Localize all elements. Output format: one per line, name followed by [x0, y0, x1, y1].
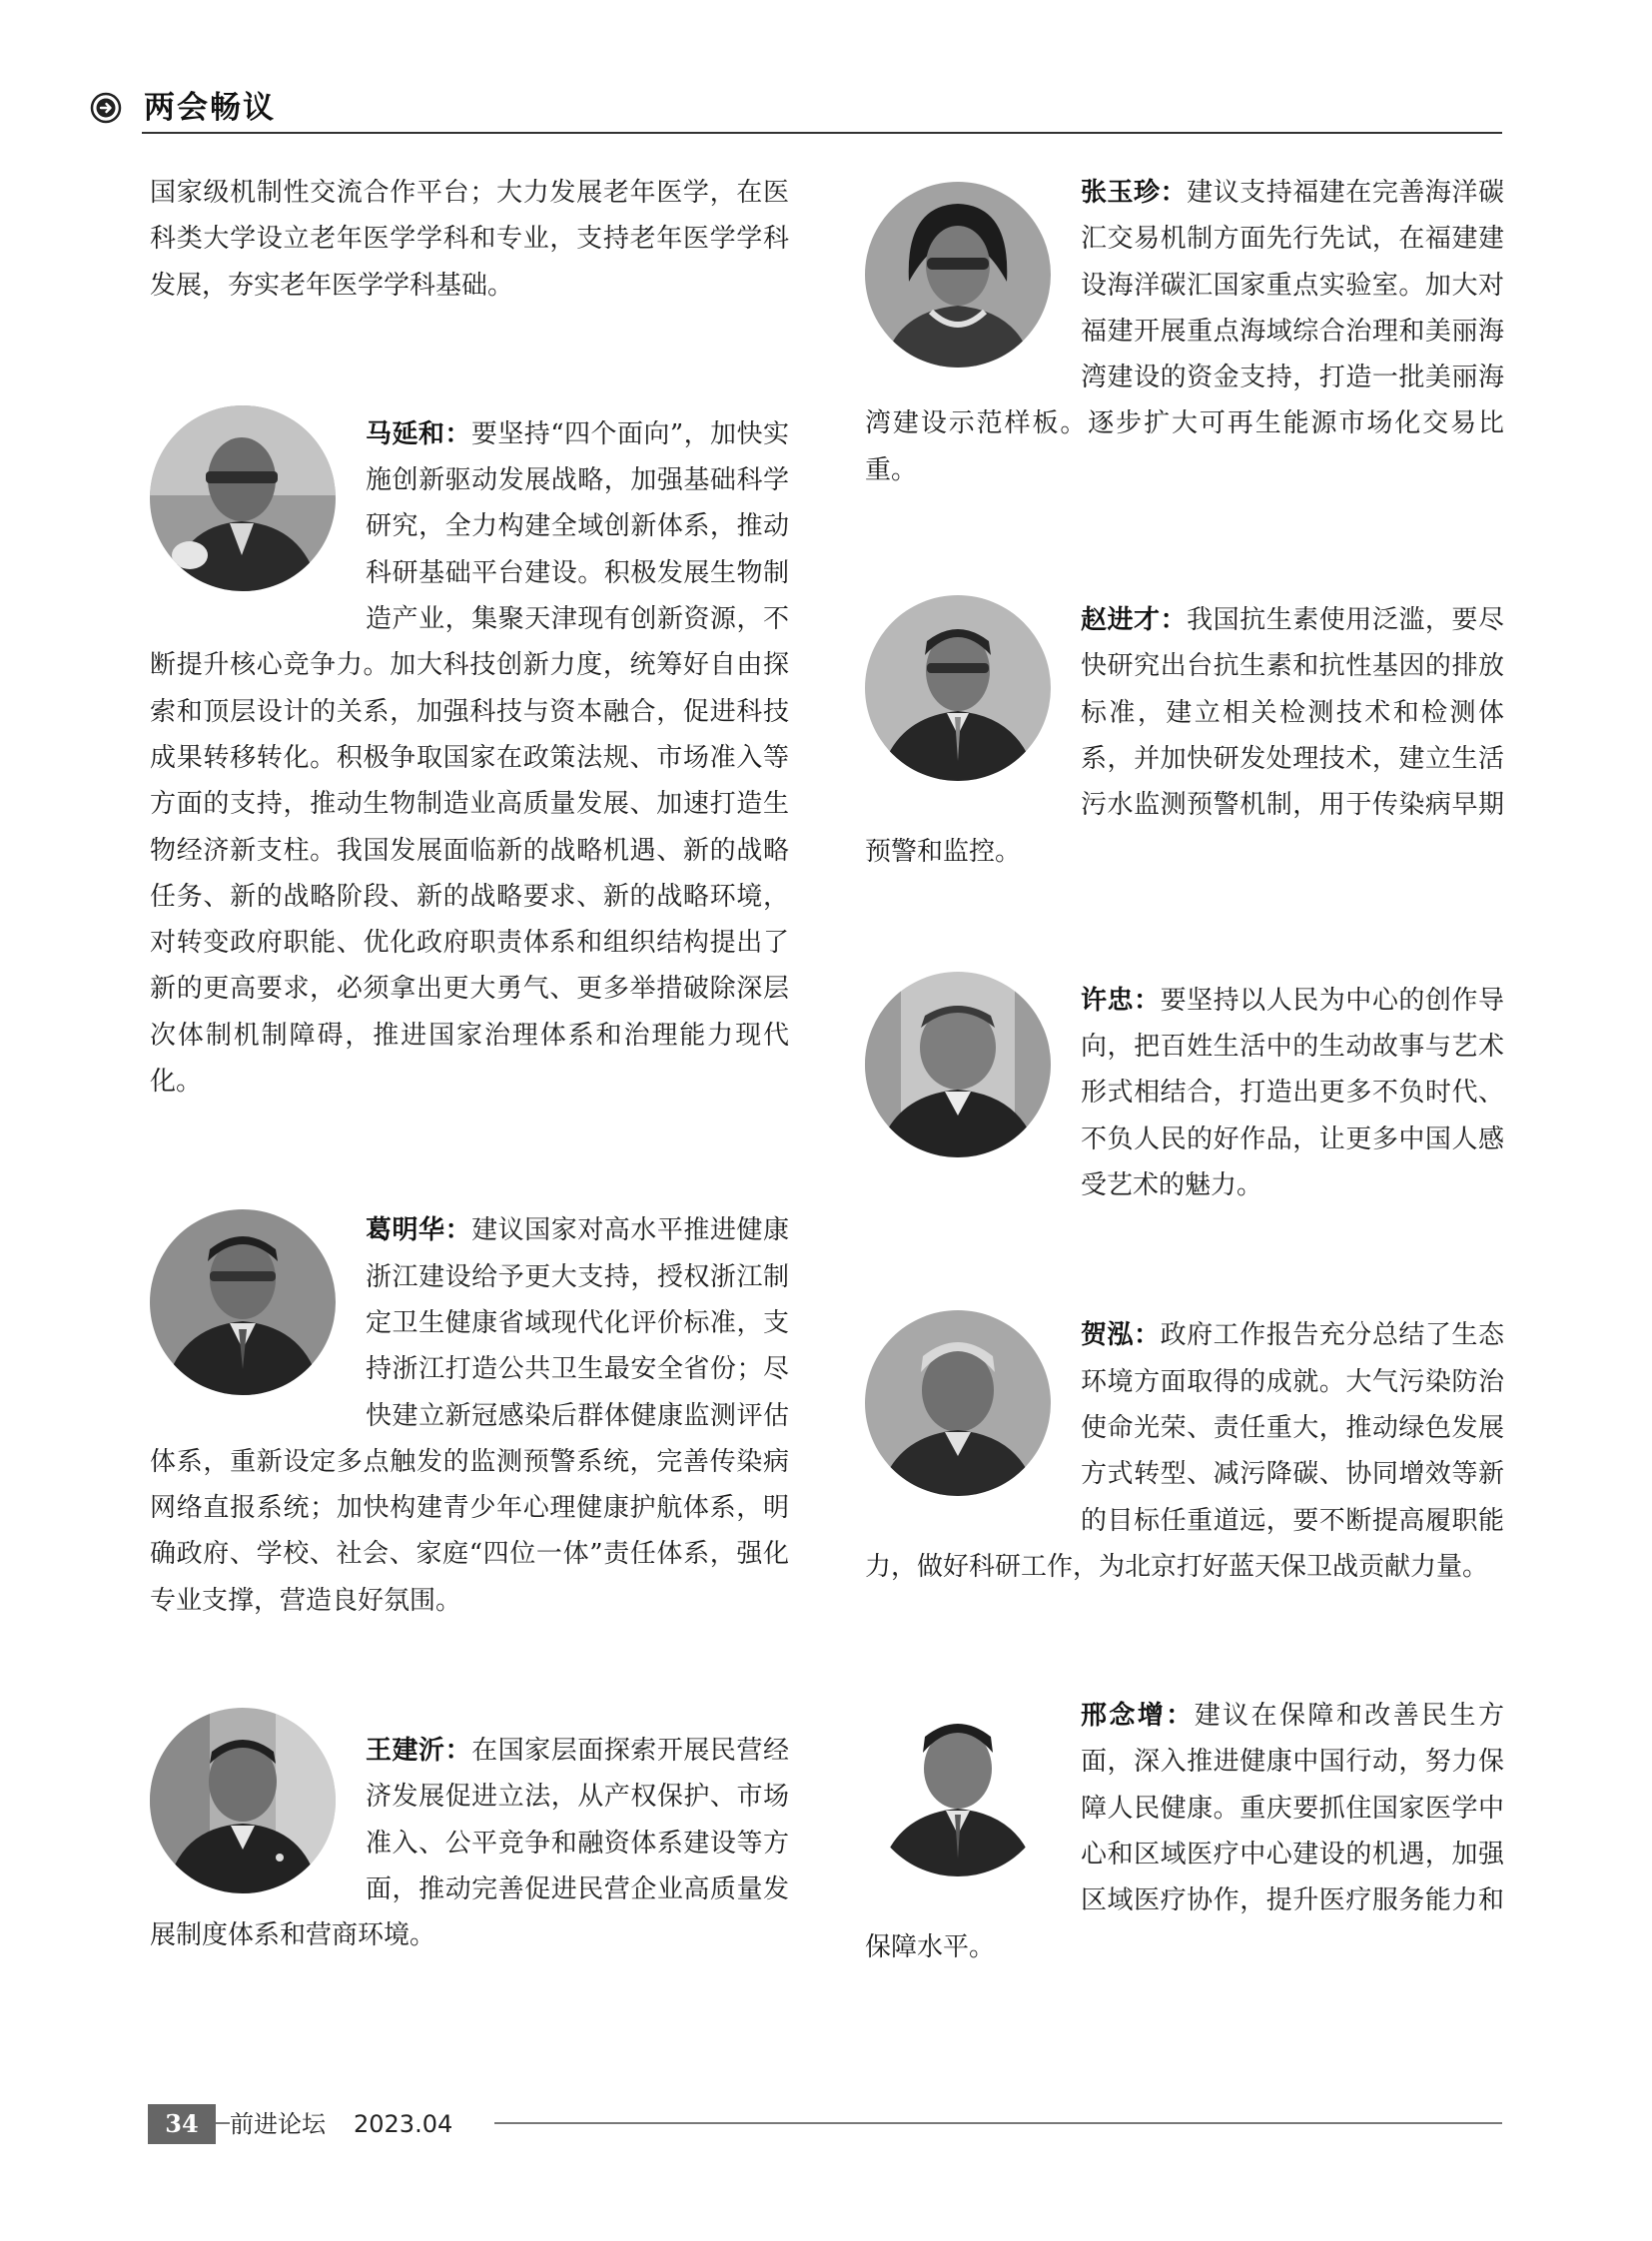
portrait-photo — [865, 595, 1051, 781]
publication-name: 前进论坛 — [230, 2110, 326, 2138]
page-number: 34 — [148, 2104, 216, 2144]
speaker-remarks: 我国抗生素使用泛滥，要尽快研究出台抗生素和抗性基因的排放标准，建立相关检测技术和检测体系，并加快研发处理技术，建立生活污水监测预警机制，用于传染病早期预警和监控。 — [865, 605, 1504, 867]
speaker-remarks: 建议在保障和改善民生方面，深入推进健康中国行动，努力保障人民健康。重庆要抓住国家医学中心和区域医疗中心建设的机遇，加强区域医疗协作，提升医疗服务能力和保障水平。 — [865, 1701, 1504, 1962]
entry-xu-zhong: 许忠：要坚持以人民为中心的创作导向，把百姓生活中的生动故事与艺术形式相结合，打造出更多不负时代、不负人民的好作品，让更多中国人感受艺术的魅力。 — [865, 978, 1504, 1208]
portrait-photo — [865, 182, 1051, 368]
right-column — [865, 170, 1504, 1970]
entry-zhao-jincai: 赵进才：我国抗生素使用泛滥，要尽快研究出台抗生素和抗性基因的排放标准，建立相关检测技术和检测体系，并加快研发处理技术，建立生活污水监测预警机制，用于传染病早期预警和监控。 — [865, 597, 1504, 875]
speaker-remarks: 要坚持“四个面向”，加快实施创新驱动发展战略，加强基础科学研究，全力构建全域创新体系，推动科研基础平台建设。积极发展生物制造产业，集聚天津现有创新资源，不断提升核心竞争力。加大科技创新力度，统筹好自由探索和顶层设计的关系，加强科技与资本融合，促进科技成果转移转化。积极争取国家在政策法规、市场准入等方面的支持，推动生物制造业高质量发展、加速打造生物经济新支柱。我国发展面临新的战略机遇、新的战略任务、新的战略阶段、新的战略要求、新的战略环境，对转变政府职能、优化政府职责体系和组织结构提出了新的更高要求，必须拿出更大勇气、更多举措破除深层次体制机制障碍，推进国家治理体系和治理能力现代化。 — [150, 418, 789, 1098]
portrait-photo — [150, 1209, 336, 1395]
page-header — [84, 88, 1502, 134]
entry-xing-nianzeng: 邢念增：建议在保障和改善民生方面，深入推进健康中国行动，努力保障人民健康。重庆要抓住国家医学中心和区域医疗中心建设的机遇，加强区域医疗协作，提升医疗服务能力和保障水平。 — [865, 1693, 1504, 1970]
speaker-name: 葛明华 — [366, 1215, 445, 1246]
speaker-name: 王建沂 — [366, 1736, 445, 1767]
portrait-photo — [865, 1310, 1051, 1496]
speaker-name: 马延和 — [366, 418, 445, 449]
intro-paragraph: 国家级机制性交流合作平台；大力发展老年医学，在医科类大学设立老年医学学科和专业，支持老年医学学科发展，夯实老年医学学科基础。 — [150, 178, 789, 301]
speaker-remarks: 在国家层面探索开展民营经济发展促进立法，从产权保护、市场准入、公平竞争和融资体系建设等方面，推动完善促进民营企业高质量发展制度体系和营商环境。 — [150, 1736, 789, 1951]
portrait-photo — [150, 405, 336, 591]
speaker-name: 张玉珍 — [1081, 178, 1161, 208]
speaker-name: 许忠 — [1081, 985, 1135, 1016]
entry-he-hong: 贺泓：政府工作报告充分总结了生态环境方面取得的成就。大气污染防治使命光荣、责任重大，推动绿色发展方式转型、减污降碳、协同增效等新的目标任重道远，要不断提高履职能力，做好科研工作，为北京打好蓝天保卫战贡献力量。 — [865, 1312, 1504, 1590]
entry-wang-jianyi: 王建沂：在国家层面探索开展民营经济发展促进立法，从产权保护、市场准入、公平竞争和融资体系建设等方面，推动完善促进民营企业高质量发展制度体系和营商环境。 — [150, 1728, 789, 1958]
portrait-photo — [150, 1708, 336, 1893]
entry-zhang-yuzhen: 张玉珍：建议支持福建在完善海洋碳汇交易机制方面先行先试，在福建建设海洋碳汇国家重点实验室。加大对福建开展重点海域综合治理和美丽海湾建设的资金支持，打造一批美丽海湾建设示范样板。逐步扩大可再生能源市场化交易比重。 — [865, 178, 1504, 485]
speaker-name: 赵进才 — [1081, 605, 1161, 636]
entry-ma-yanhe: 马延和：要坚持“四个面向”，加快实施创新驱动发展战略，加强基础科学研究，全力构建全域创新体系，推动科研基础平台建设。积极发展生物制造产业，集聚天津现有创新资源，不断提升核心竞争力。加大科技创新力度，统筹好自由探索和顶层设计的关系，加强科技与资本融合，促进科技成果转移转化。积极争取国家在政策法规、市场准入等方面的支持，推动生物制造业高质量发展、加速打造生物经济新支柱。我国发展面临新的战略机遇、新的战略任务、新的战略阶段、新的战略要求、新的战略环境，对转变政府职能、优化政府职责体系和组织结构提出了新的更高要求，必须拿出更大勇气、更多举措破除深层次体制机制障碍，推进国家治理体系和治理能力现代化。 — [150, 411, 789, 1105]
portrait-photo — [865, 972, 1051, 1157]
speaker-remarks: 政府工作报告充分总结了生态环境方面取得的成就。大气污染防治使命光荣、责任重大，推动绿色发展方式转型、减污降碳、协同增效等新的目标任重道远，要不断提高履职能力，做好科研工作，为北京打好蓝天保卫战贡献力量。 — [865, 1320, 1504, 1582]
speaker-name: 贺泓 — [1081, 1320, 1135, 1351]
speaker-remarks: 建议国家对高水平推进健康浙江建设给予更大支持，授权浙江制定卫生健康省域现代化评价标准，支持浙江打造公共卫生最安全省份；尽快建立新冠感染后群体健康监测评估体系，重新设定多点触发的监测预警系统，完善传染病网络直报系统；加快构建青少年心理健康护航体系，明确政府、学校、社会、家庭“四位一体”责任体系，强化专业支撑，营造良好氛围。 — [150, 1215, 789, 1616]
entry-ge-minghua: 葛明华：建议国家对高水平推进健康浙江建设给予更大支持，授权浙江制定卫生健康省域现代化评价标准，支持浙江打造公共卫生最安全省份；尽快建立新冠感染后群体健康监测评估体系，重新设定多点触发的监测预警系统，完善传染病网络直报系统；加快构建青少年心理健康护航体系，明确政府、学校、社会、家庭“四位一体”责任体系，强化专业支撑，营造良好氛围。 — [150, 1207, 789, 1624]
speaker-remarks: 要坚持以人民为中心的创作导向，把百姓生活中的生动故事与艺术形式相结合，打造出更多不负时代、不负人民的好作品，让更多中国人感受艺术的魅力。 — [1081, 985, 1504, 1201]
header-divider — [142, 132, 1502, 134]
portrait-photo — [865, 1691, 1051, 1876]
speaker-name: 邢念增 — [1081, 1701, 1167, 1732]
page-footer — [148, 2104, 1502, 2144]
arrow-right-circle-icon — [90, 92, 122, 124]
section-title: 两会畅议 — [144, 90, 276, 126]
speaker-remarks: 建议支持福建在完善海洋碳汇交易机制方面先行先试，在福建建设海洋碳汇国家重点实验室。加大对福建开展重点海域综合治理和美丽海湾建设的资金支持，打造一批美丽海湾建设示范样板。逐步扩大可再生能源市场化交易比重。 — [865, 178, 1504, 485]
issue-number: 2023.04 — [354, 2110, 453, 2138]
left-column — [150, 170, 789, 1959]
